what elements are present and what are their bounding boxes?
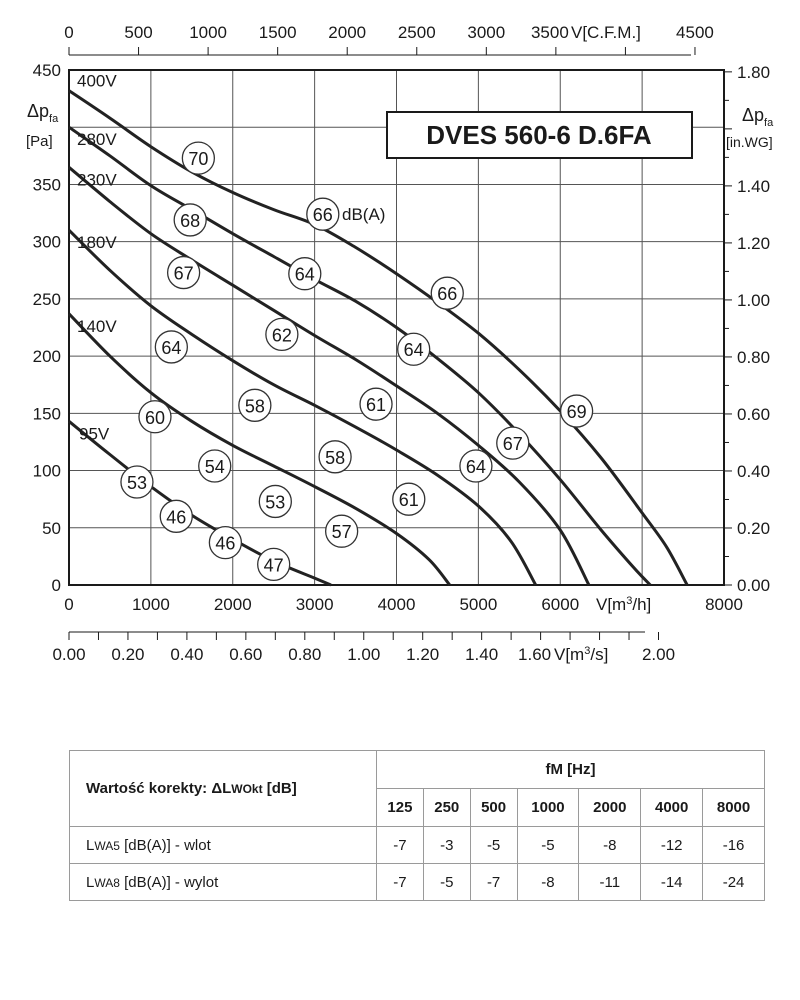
noise-marker (121, 466, 153, 498)
bottom2-tick-label: 0.00 (52, 645, 86, 664)
frequency-cell: 250 (423, 789, 470, 827)
frequency-cell: 500 (470, 789, 517, 827)
noise-marker (307, 198, 339, 230)
table-cell: -12 (641, 827, 703, 864)
noise-marker-label: 61 (366, 395, 387, 416)
bottom2-tick-label: 0.40 (170, 645, 204, 664)
noise-marker (239, 389, 271, 421)
frequency-cell: 125 (377, 789, 424, 827)
right-axis-title (726, 105, 774, 150)
noise-marker (360, 388, 392, 420)
bottom2-tick-label: 2.00 (641, 645, 676, 664)
noise-marker (155, 331, 187, 363)
top-tick-label: 3000 (467, 23, 506, 42)
left-tick-label: 100 (32, 461, 61, 481)
bottom2-axis-unit: $V[m^3/s]$ (554, 645, 609, 664)
table-cell: -24 (703, 864, 765, 901)
left-tick-label: 450 (32, 61, 61, 80)
noise-marker (497, 427, 529, 459)
noise-marker (398, 333, 430, 365)
noise-marker (160, 500, 192, 532)
voltage-label: 280V (77, 130, 117, 150)
model-title: DVES 560-6 D.6FA (426, 120, 652, 150)
noise-marker-label: 64 (465, 456, 486, 477)
left-tick-label: 300 (32, 232, 61, 252)
noise-marker (431, 277, 463, 309)
right-tick-label: 0.00 (737, 576, 771, 595)
noise-marker-label: 54 (204, 456, 225, 477)
correction-header: Wartość korekty: ΔLWOkt [dB] (70, 751, 377, 827)
left-tick-label: 250 (32, 289, 61, 309)
noise-unit-label: dB(A) (342, 205, 386, 224)
table-cell: -14 (641, 864, 703, 901)
table-cell: -7 (377, 864, 424, 901)
bottom-tick-label: 4000 (377, 595, 416, 614)
noise-marker-label: 46 (215, 533, 236, 554)
top-tick-label: 3500 (530, 23, 569, 42)
noise-marker-label: 58 (244, 396, 265, 417)
noise-marker-label: 70 (188, 149, 209, 170)
top-tick-label: 2500 (397, 23, 436, 42)
noise-marker (561, 395, 593, 427)
table-cell: -8 (517, 864, 579, 901)
svg-text:[Pa]: [Pa] (26, 133, 53, 150)
noise-marker-label: 69 (566, 402, 587, 423)
bottom2-tick-label: 1.60 (518, 645, 552, 664)
table-cell: -3 (423, 827, 470, 864)
noise-marker-label: 47 (263, 555, 284, 576)
left-tick-label: 150 (32, 404, 61, 424)
left-axis-title (26, 101, 59, 150)
noise-marker-label: 64 (294, 264, 315, 285)
noise-marker-label: 67 (502, 434, 523, 455)
bottom-tick-label: 2000 (213, 595, 252, 614)
bottom-tick-label: 0 (64, 595, 74, 614)
bottom2-axis-ticks (69, 632, 659, 640)
top-axis-ticks (69, 47, 695, 55)
frequency-cell: 8000 (703, 789, 765, 827)
frequency-cell: 4000 (641, 789, 703, 827)
left-tick-label: 200 (32, 347, 61, 367)
table-cell: -5 (470, 827, 517, 864)
top-tick-label: 4500 (676, 23, 714, 42)
bottom-axis-unit: $V[m^3/h]$ (596, 595, 652, 614)
top-tick-label: 0 (64, 23, 74, 42)
right-tick-label: 1.00 (737, 290, 771, 310)
noise-marker (199, 450, 231, 482)
row-label: LWA8 [dB(A)] - wylot (70, 864, 377, 901)
svg-text:Δpfa: $\Delta p_{fa}$ (742, 105, 774, 129)
voltage-label: 180V (77, 233, 117, 253)
left-tick-label: 0 (51, 576, 61, 595)
noise-marker-label: 57 (331, 522, 352, 543)
voltage-label: 140V (77, 316, 117, 336)
noise-marker (259, 485, 291, 517)
table-cell: -7 (377, 827, 424, 864)
voltage-label: 230V (77, 170, 117, 190)
voltage-label: 95V (79, 424, 110, 444)
noise-marker-label: 64 (161, 337, 182, 358)
row-label: LWA5 [dB(A)] - wlot (70, 827, 377, 864)
noise-marker (209, 527, 241, 559)
noise-marker-label: 67 (173, 263, 194, 284)
right-tick-label: 1.40 (737, 176, 771, 196)
noise-marker-label: 62 (271, 325, 292, 346)
table-cell: -11 (579, 864, 641, 901)
table-row (70, 827, 765, 864)
right-tick-label: 0.20 (737, 518, 771, 538)
right-tick-label: 0.40 (737, 461, 771, 481)
right-tick-label: 1.20 (737, 233, 771, 253)
right-tick-label: 0.80 (737, 347, 771, 367)
noise-marker-label: 68 (180, 210, 201, 231)
noise-marker (182, 142, 214, 174)
bottom2-tick-label: 1.00 (347, 645, 381, 664)
svg-text:[in.WG]: [in.WG] (726, 134, 773, 150)
noise-marker-label: 53 (265, 492, 286, 513)
bottom2-tick-label: 1.40 (465, 645, 499, 664)
table-cell: -7 (470, 864, 517, 901)
bottom-tick-label: 5000 (459, 595, 498, 614)
bottom2-tick-label: 0.20 (111, 645, 145, 664)
top-tick-label: 2000 (328, 23, 367, 42)
noise-marker (319, 441, 351, 473)
noise-marker-label: 46 (166, 507, 187, 528)
correction-table (69, 750, 765, 901)
frequency-cell: 1000 (517, 789, 579, 827)
bottom-tick-label: 1000 (131, 595, 170, 614)
noise-marker (139, 401, 171, 433)
noise-marker (326, 515, 358, 547)
model-title-box (387, 112, 697, 163)
noise-marker-label: 66 (437, 284, 458, 305)
top-tick-label: 1500 (258, 23, 297, 42)
top-axis-unit: V[C.F.M.] (571, 23, 641, 42)
top-tick-label: 1000 (189, 23, 228, 42)
table-cell: -16 (703, 827, 765, 864)
bottom2-tick-label: 0.60 (229, 645, 263, 664)
noise-marker (266, 318, 298, 350)
noise-marker-label: 58 (325, 447, 346, 468)
table-row (70, 864, 765, 901)
svg-text:Δpfa: $\Delta p_{fa}$ (27, 101, 59, 125)
bottom-tick-label: 8000 (705, 595, 743, 614)
right-tick-label: 1.80 (737, 62, 771, 82)
noise-marker (289, 258, 321, 290)
left-tick-label: 50 (42, 518, 61, 538)
frequency-header: fM [Hz] (377, 751, 765, 789)
frequency-cell: 2000 (579, 789, 641, 827)
left-tick-label: 350 (32, 175, 61, 195)
bottom-tick-label: 6000 (541, 595, 580, 614)
noise-marker (258, 548, 290, 580)
noise-marker-label: 61 (398, 490, 419, 511)
noise-marker (174, 204, 206, 236)
bottom-tick-label: 3000 (295, 595, 334, 614)
voltage-label: 400V (77, 71, 117, 91)
table-cell: -5 (423, 864, 470, 901)
top-tick-label: 500 (124, 23, 153, 42)
noise-marker-label: 66 (312, 205, 333, 226)
bottom2-tick-label: 1.20 (406, 645, 440, 664)
noise-marker (168, 257, 200, 289)
table-cell: -8 (579, 827, 641, 864)
noise-marker (393, 483, 425, 515)
noise-marker-label: 53 (126, 473, 147, 493)
bottom2-tick-label: 0.80 (288, 645, 322, 664)
table-cell: -5 (517, 827, 579, 864)
noise-marker-label: 60 (144, 407, 165, 428)
noise-marker-label: 64 (403, 340, 424, 361)
noise-marker (460, 450, 492, 482)
right-tick-label: 0.60 (737, 404, 771, 424)
